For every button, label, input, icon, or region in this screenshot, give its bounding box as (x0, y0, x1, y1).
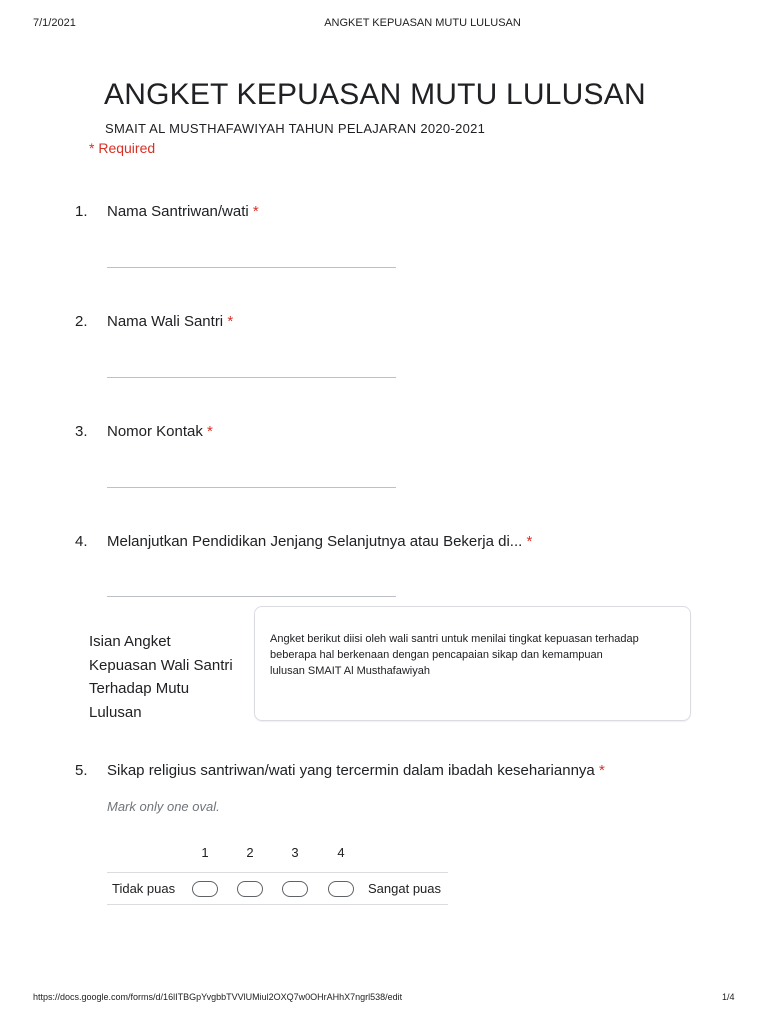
answer-input-nomor-kontak[interactable] (107, 487, 396, 488)
scale-number-4: 4 (337, 845, 345, 860)
question-label: Nama Wali Santri (107, 313, 224, 330)
question-3 (75, 423, 213, 440)
print-url: https://docs.google.com/forms/d/16lITBGpYvgbbTVVlUMiul2OXQ7w0OHrAHhX7ngrl538/edit (33, 992, 403, 1002)
print-date: 7/1/2021 (33, 17, 76, 29)
scale-low-label: Tidak puas (112, 881, 176, 896)
question-number: 2. (75, 313, 88, 330)
question-label: Nama Santriwan/wati (107, 203, 249, 220)
question-1 (75, 203, 259, 220)
required-star: * (598, 762, 605, 779)
section-title: Isian Angket Kepuasan Wali Santri Terhadap Mutu Lulusan (89, 633, 233, 721)
scale-option-1[interactable] (192, 881, 218, 897)
answer-input-jenjang[interactable] (107, 596, 396, 597)
scale-number-2: 2 (246, 845, 254, 860)
question-label: Sikap religius santriwan/wati yang tercermin dalam ibadah kesehariannya (107, 762, 595, 779)
required-star: * (252, 203, 259, 220)
question-number: 4. (75, 533, 88, 550)
form-title: ANGKET KEPUASAN MUTU LULUSAN (104, 78, 646, 111)
scale-number-3: 3 (291, 845, 299, 860)
question-label: Melanjutkan Pendidikan Jenjang Selanjutnya atau Bekerja di... (107, 533, 523, 550)
question-number: 1. (75, 203, 88, 220)
mark-one-hint: Mark only one oval. (107, 799, 220, 814)
scale-option-4[interactable] (328, 881, 354, 897)
scale-option-2[interactable] (237, 881, 263, 897)
required-star: * (207, 423, 213, 440)
question-number: 5. (75, 762, 88, 779)
required-star: * (227, 313, 234, 330)
scale-number-1: 1 (201, 845, 209, 860)
question-2 (75, 313, 233, 330)
answer-input-nama-santri[interactable] (107, 267, 396, 268)
question-4 (75, 533, 532, 550)
required-note: * Required (89, 140, 156, 156)
answer-input-nama-wali[interactable] (107, 377, 396, 378)
question-label: Nomor Kontak (107, 423, 203, 440)
print-page-number: 1/4 (722, 992, 735, 1002)
scale-high-label: Sangat puas (368, 881, 442, 896)
section-description: Angket berikut diisi oleh wali santri untuk menilai tingkat kepuasan terhadap beberapa hal berkenaan dengan pencapaian sikap dan kemampuan lulusan SMAIT Al Musthafawiyah (270, 633, 639, 677)
section-description-box (254, 606, 691, 721)
scale-option-3[interactable] (282, 881, 308, 897)
question-5 (75, 762, 605, 779)
question-number: 3. (75, 423, 88, 440)
required-star: * (526, 533, 533, 550)
print-title: ANGKET KEPUASAN MUTU LULUSAN (324, 17, 521, 29)
form-subtitle: SMAIT AL MUSTHAFAWIYAH TAHUN PELAJARAN 2020-2021 (105, 121, 486, 136)
linear-scale-row (107, 872, 448, 905)
